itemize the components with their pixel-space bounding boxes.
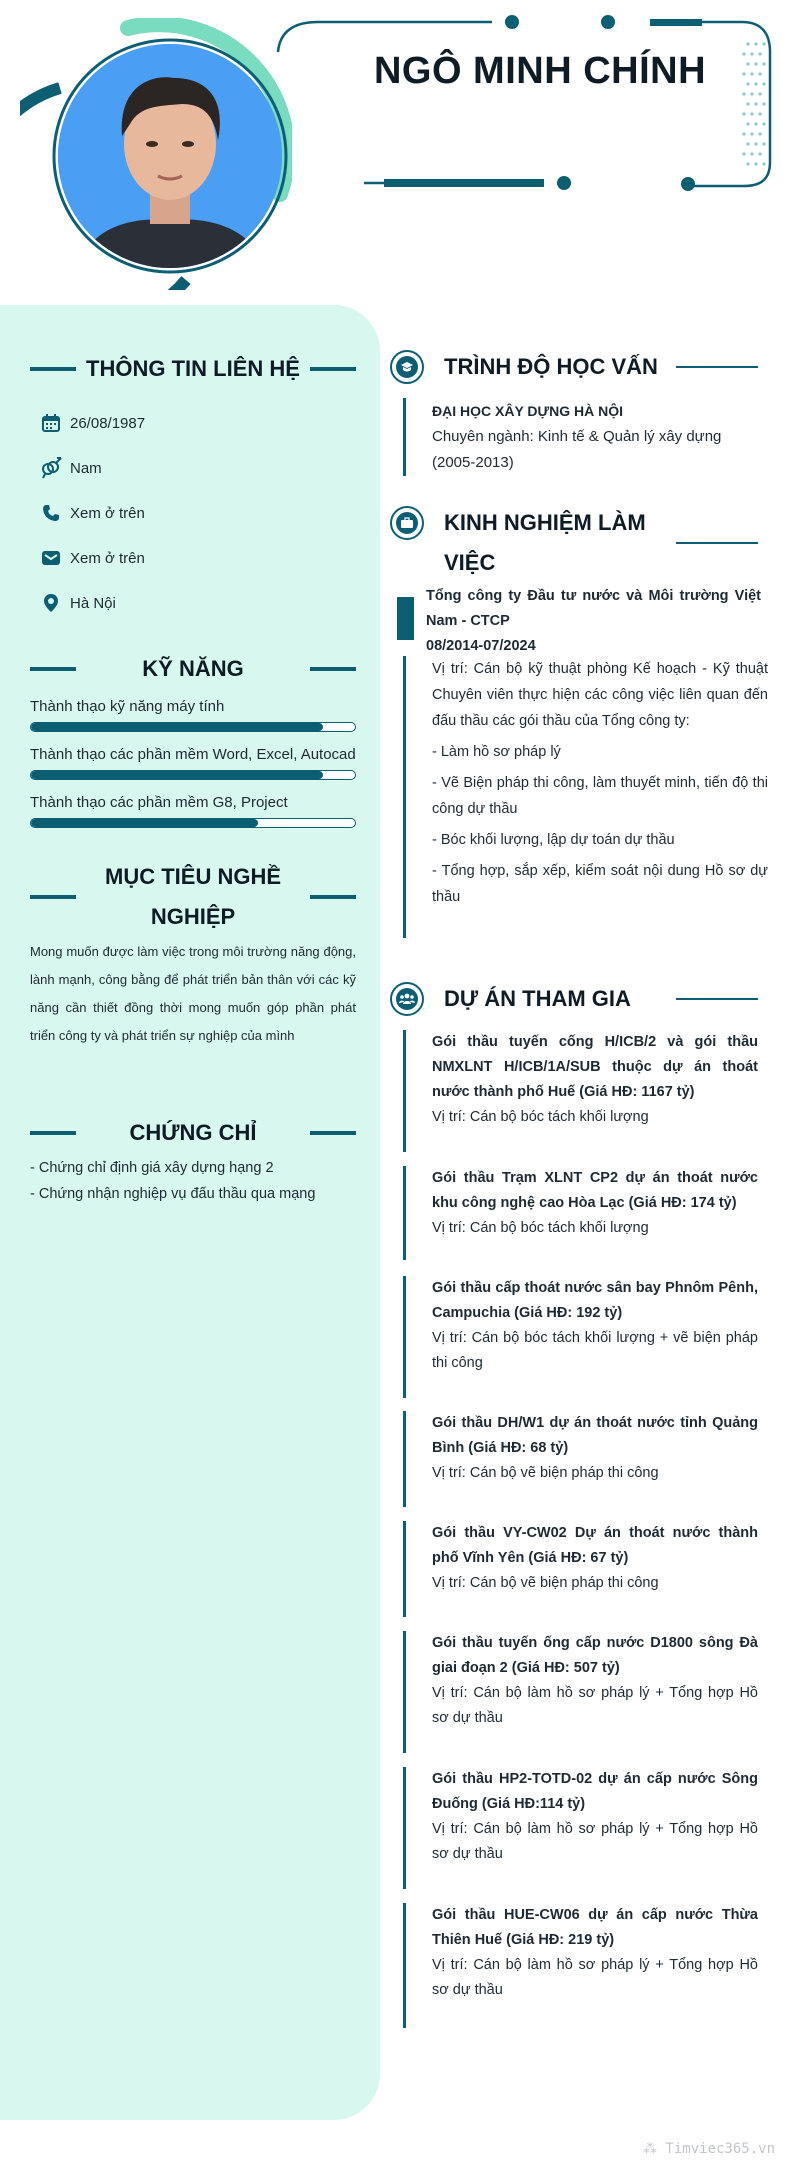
experience-line: Vị trí: Cán bộ kỹ thuật phòng Kế hoạch - Kỹ thuật Chuyên viên thực hiện các công việc liên quan đến đấu thầu các gói thầu của Tổng công ty: [432, 661, 768, 729]
school-name: ĐẠI HỌC XÂY DỰNG HÀ NỘI [432, 403, 624, 419]
left-panel [0, 305, 380, 2120]
experience-line: - Vẽ Biện pháp thi công, làm thuyết minh, tiến độ thi công dự thầu [432, 775, 768, 817]
briefcase-icon [390, 506, 424, 540]
project-name: Gói thầu HP2-TOTD-02 dự án cấp nước Sông Đuống (Giá HĐ:114 tỷ) [432, 1771, 758, 1812]
objective-title-line: NGHIỆP [150, 904, 236, 929]
education-title: TRÌNH ĐỘ HỌC VẤN [444, 354, 658, 379]
location-pin-icon [40, 592, 62, 614]
experience-details [432, 656, 768, 915]
project-item [432, 1166, 758, 1241]
experience-period: 08/2014-07/2024 [426, 638, 536, 654]
project-item [432, 1521, 758, 1596]
skill-item [30, 698, 356, 732]
timeline-line [403, 1166, 406, 1260]
contact-value: Nam [70, 459, 102, 477]
watermark [643, 2141, 775, 2157]
project-role: Vị trí: Cán bộ vẽ biện pháp thi công [432, 1465, 659, 1481]
divider [310, 667, 356, 671]
certificate-list [30, 1155, 360, 1207]
skill-bar [30, 770, 356, 780]
timeline-line [403, 1903, 406, 2028]
skill-label: Thành thạo các phần mềm Word, Excel, Autocad [30, 746, 356, 763]
project-item [432, 1631, 758, 1731]
experience-title-line: VIỆC [444, 550, 496, 575]
education-period: (2005-2013) [432, 454, 514, 471]
skill-bar [30, 722, 356, 732]
project-name: Gói thầu tuyến cống H/ICB/2 và gói thầu NMXLNT H/ICB/1A/SUB thuộc dự án thoát nước thành phố Huế (Giá HĐ: 1167 tỷ) [432, 1034, 758, 1100]
project-name: Gói thầu tuyến ống cấp nước D1800 sông Đà giai đoạn 2 (Giá HĐ: 507 tỷ) [432, 1635, 758, 1676]
project-item [432, 1903, 758, 2003]
divider [30, 895, 76, 899]
contact-phone [40, 502, 145, 524]
gender-icon [40, 457, 62, 479]
contact-title: THÔNG TIN LIÊN HỆ [86, 356, 300, 381]
project-role: Vị trí: Cán bộ làm hồ sơ pháp lý + Tổng hợp Hồ sơ dự thầu [432, 1821, 758, 1862]
skill-label: Thành thạo các phần mềm G8, Project [30, 794, 288, 811]
timeline-line [403, 656, 406, 938]
contact-birthdate [40, 412, 145, 434]
project-name: Gói thầu HUE-CW06 dự án cấp nước Thừa Thiên Huế (Giá HĐ: 219 tỷ) [432, 1907, 758, 1948]
project-item [432, 1276, 758, 1376]
watermark-text: Timviec365.vn [665, 2141, 775, 2157]
project-role: Vị trí: Cán bộ vẽ biện pháp thi công [432, 1575, 659, 1591]
certificates-title: CHỨNG CHỈ [129, 1120, 257, 1145]
contact-value: Hà Nội [70, 594, 116, 612]
experience-title [444, 503, 646, 583]
phone-icon [40, 502, 62, 524]
candidate-name: NGÔ MINH CHÍNH [373, 50, 707, 92]
experience-title-line: KINH NGHIỆM LÀM [444, 510, 646, 535]
contact-gender [40, 457, 102, 479]
experience-marker [397, 597, 414, 640]
projects-title: DỰ ÁN THAM GIA [444, 986, 631, 1011]
project-role: Vị trí: Cán bộ bóc tách khối lượng [432, 1109, 649, 1125]
skill-bar [30, 818, 356, 828]
divider [310, 1131, 356, 1135]
timeline-line [403, 1411, 406, 1507]
certificates-section-header [30, 1113, 356, 1153]
experience-heading [426, 584, 761, 659]
project-item [432, 1767, 758, 1867]
contact-location [40, 592, 116, 614]
project-item [432, 1411, 758, 1486]
timeline-line [403, 1521, 406, 1617]
project-role: Vị trí: Cán bộ làm hồ sơ pháp lý + Tổng hợp Hồ sơ dự thầu [432, 1957, 758, 1998]
divider [310, 895, 356, 899]
project-role: Vị trí: Cán bộ làm hồ sơ pháp lý + Tổng hợp Hồ sơ dự thầu [432, 1685, 758, 1726]
graduation-cap-icon [390, 350, 424, 384]
project-role: Vị trí: Cán bộ bóc tách khối lượng [432, 1220, 649, 1236]
skill-item [30, 746, 356, 780]
divider [676, 366, 758, 368]
company-name: Tổng công ty Đầu tư nước và Môi trường Việt Nam - CTCP [426, 588, 761, 629]
project-name: Gói thầu Trạm XLNT CP2 dự án thoát nước khu công nghệ cao Hòa Lạc (Giá HĐ: 174 tỷ) [432, 1170, 758, 1211]
skill-bar-fill [31, 723, 323, 731]
objective-section-header [30, 857, 356, 937]
header-decoration [0, 0, 800, 200]
timeline-line [403, 1631, 406, 1753]
contact-section-header [30, 349, 356, 389]
objective-title-line: MỤC TIÊU NGHỀ [105, 864, 281, 889]
project-name: Gói thầu cấp thoát nước sân bay Phnôm Pênh, Campuchia (Giá HĐ: 192 tỷ) [432, 1280, 758, 1321]
watermark-icon: ⁂ [642, 2141, 666, 2157]
objective-title [76, 857, 310, 937]
contact-value: 26/08/1987 [70, 414, 146, 432]
divider [676, 998, 758, 1000]
experience-line: - Tổng hợp, sắp xếp, kiểm soát nội dung Hồ sơ dự thầu [432, 863, 768, 905]
project-role: Vị trí: Cán bộ bóc tách khối lượng + vẽ biện pháp thi công [432, 1330, 758, 1371]
experience-line: - Làm hồ sơ pháp lý [432, 744, 561, 760]
contact-email [40, 547, 145, 569]
email-icon [40, 547, 62, 569]
experience-line: - Bóc khối lượng, lập dự toán dự thầu [432, 832, 675, 848]
contact-value: Xem ở trên [70, 549, 145, 567]
objective-text: Mong muốn được làm việc trong môi trường năng động, lành mạnh, công bằng để phát triển bản thân với các kỹ năng cần thiết đồng thời mong muốn góp phần phát triển công ty và phát triển sự nghiệp của mình [30, 944, 356, 1043]
skill-label: Thành thạo kỹ năng máy tính [30, 698, 225, 715]
timeline-line [403, 1767, 406, 1889]
certificate-item: - Chứng chỉ định giá xây dựng hạng 2 [30, 1160, 274, 1176]
calendar-icon [40, 412, 62, 434]
divider [310, 367, 356, 371]
skill-bar-fill [31, 771, 323, 779]
divider [30, 667, 76, 671]
timeline-line [403, 1276, 406, 1398]
divider [676, 542, 758, 544]
divider [30, 367, 76, 371]
skills-title: KỸ NĂNG [142, 656, 244, 681]
education-block [432, 398, 762, 476]
skills-section-header [30, 649, 356, 689]
timeline-line [403, 1030, 406, 1152]
skill-item [30, 794, 356, 828]
project-name: Gói thầu DH/W1 dự án thoát nước tỉnh Quảng Bình (Giá HĐ: 68 tỷ) [432, 1415, 758, 1456]
certificate-item: - Chứng nhận nghiệp vụ đấu thầu qua mạng [30, 1186, 316, 1202]
project-item [432, 1030, 758, 1130]
project-name: Gói thầu VY-CW02 Dự án thoát nước thành phố Vĩnh Yên (Giá HĐ: 67 tỷ) [432, 1525, 758, 1566]
timeline-line [403, 398, 406, 476]
team-icon [390, 982, 424, 1016]
divider [30, 1131, 76, 1135]
education-major: Chuyên ngành: Kinh tế & Quản lý xây dựng [432, 428, 722, 445]
contact-value: Xem ở trên [70, 504, 145, 522]
skill-bar-fill [31, 819, 258, 827]
